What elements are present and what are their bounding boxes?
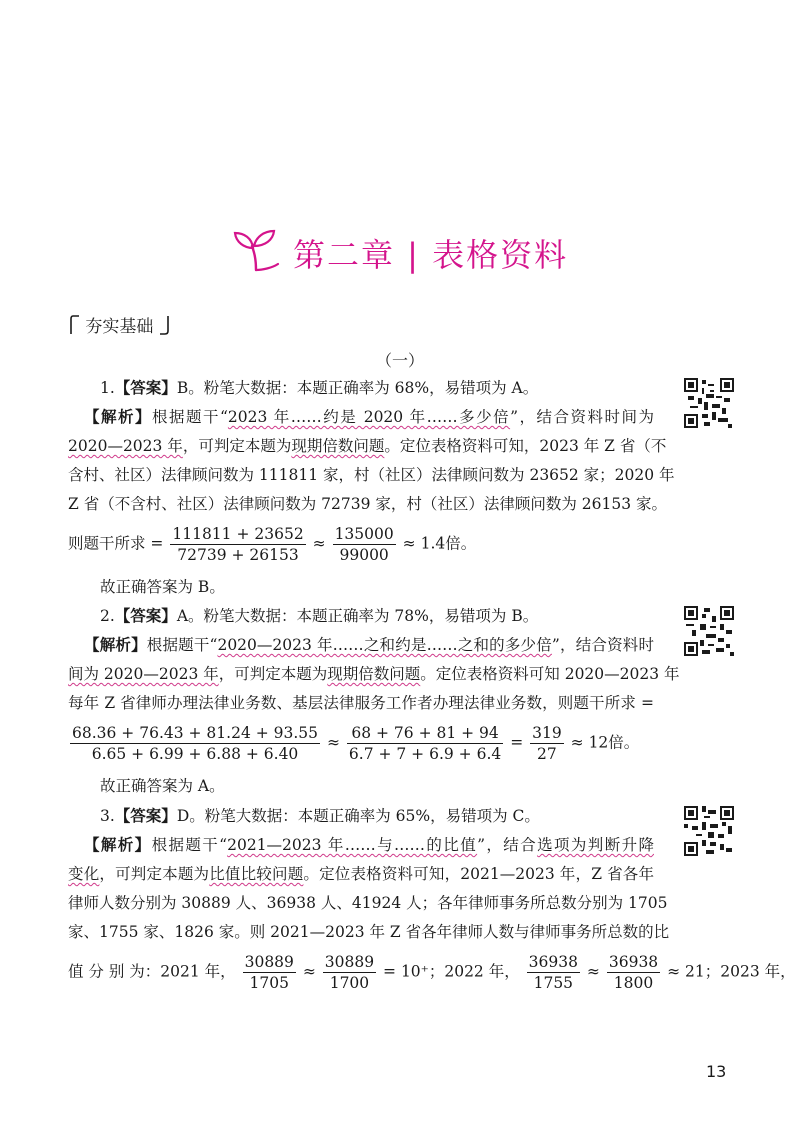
keyword-underline: 比值比较问题: [209, 865, 304, 883]
q3-analysis-line-4: 家、1755 家、1826 家。则 2021—2023 年 Z 省各年律师人数与律师事务所总数的比: [68, 923, 670, 941]
q2-answer-line: [100, 606, 654, 626]
q2-conclusion: 故正确答案为 A。: [100, 777, 225, 795]
section-heading-text: 夯实基础: [85, 317, 154, 337]
q1-answer-line: [100, 378, 654, 398]
q1-analysis-line-3: 含村、社区）法律顾问数为 111811 家，村（社区）法律顾问数为 23652 家；2020 年: [68, 466, 675, 484]
analysis-tag: 【解析】: [84, 835, 152, 854]
q3-number: 3.: [100, 807, 115, 825]
q2-number: 2.: [100, 607, 115, 625]
page-number: 13: [706, 1062, 727, 1081]
q1-analysis-line-1: 【解析】根据题干“2023 年……约是 2020 年……多少倍”，结合资料时间为: [84, 407, 654, 426]
q2-analysis-line-1: 【解析】根据题干“2020—2023 年……之和约是……之和的多少倍”，结合资料时: [84, 635, 654, 654]
fraction: $\frac{36938}{1800}$: [608, 953, 659, 992]
keyword-underline: 2021—2023 年……与……的比值: [227, 836, 478, 854]
subsection-label: （一）: [375, 351, 424, 370]
analysis-tag: 【解析】: [84, 407, 152, 426]
qr-code-icon[interactable]: [684, 378, 734, 428]
fraction: $\frac{111811 + 23652}{72739 + 26153}$: [172, 525, 304, 564]
q3-formula: 值 分 别 为：2021 年， $\frac{30889}{1705}$ ≈ $\frac{30889}{1700}$ = 10⁺；2022 年， $\frac{36938}{1755}$ ≈ $\frac{36938}{1800}$ ≈ 21；2023 年，: [68, 953, 796, 992]
q1-number: 1.: [100, 379, 115, 397]
fraction: $\frac{319}{27}$: [532, 724, 562, 763]
q1-answer-text: B。粉笔大数据：本题正确率为 68%，易错项为 A。: [176, 379, 539, 397]
q3-analysis-line-3: 律师人数分别为 30889 人、36938 人、41924 人；各年律师事务所总数分别为 1705: [68, 894, 668, 912]
keyword-underline: 2023 年……约是 2020 年……多少倍: [227, 408, 511, 426]
fraction: $\frac{30889}{1700}$: [324, 953, 375, 992]
q2-answer-text: A。粉笔大数据：本题正确率为 78%，易错项为 B。: [176, 607, 539, 625]
q1-formula: 则题干所求 = $\frac{111811 + 23652}{72739 + 26153}$ ≈ $\frac{135000}{99000}$ ≈ 1.4倍。: [68, 525, 477, 564]
fraction: $\frac{36938}{1755}$: [528, 953, 578, 992]
keyword-underline: 2020—2023 年……之和约是……之和的多少倍: [217, 636, 552, 654]
keyword-underline: 2020—2023 年: [68, 437, 183, 455]
fraction: $\frac{30889}{1705}$: [244, 953, 294, 992]
qr-code-icon[interactable]: [684, 606, 734, 656]
q1-conclusion: 故正确答案为 B。: [100, 578, 225, 596]
q3-answer-line: [100, 806, 654, 826]
fraction: $\frac{135000}{99000}$: [334, 525, 394, 564]
fraction: $\frac{68.36 + 76.43 + 81.24 + 93.55}{6.65 + 6.99 + 6.88 + 6.40}$: [72, 724, 319, 763]
q1-analysis-line-2: 2020—2023 年，可判定本题为现期倍数问题。定位表格资料可知，2023 年 Z 省（不: [68, 437, 667, 455]
fraction: $\frac{68 + 76 + 81 + 94}{6.7 + 7 + 6.9 + 6.4}$: [348, 724, 502, 763]
q3-analysis-line-1: 【解析】根据题干“2021—2023 年……与……的比值”，结合选项为判断升降: [84, 835, 654, 854]
section-heading: [70, 312, 169, 337]
keyword-underline: 现期倍数问题: [291, 437, 385, 455]
bracket-left-icon: [70, 315, 80, 335]
qr-code-icon[interactable]: [684, 806, 734, 856]
answer-tag: 【答案】: [114, 806, 177, 825]
sprout-icon: [232, 228, 282, 272]
bracket-right-icon: [159, 315, 169, 335]
q2-analysis-line-2: 间为 2020—2023 年，可判定本题为现期倍数问题。定位表格资料可知 2020—2023 年: [68, 665, 680, 683]
keyword-underline: 间为 2020—2023 年: [68, 665, 219, 683]
keyword-underline: 变化: [68, 865, 100, 883]
chapter-title: 第二章 | 表格资料: [292, 236, 569, 274]
analysis-tag: 【解析】: [84, 635, 147, 654]
q3-answer-text: D。粉笔大数据：本题正确率为 65%，易错项为 C。: [176, 807, 540, 825]
q1-analysis-line-4: Z 省（不含村、社区）法律顾问数为 72739 家，村（社区）法律顾问数为 26153 家。: [68, 495, 668, 513]
chapter-heading: [0, 228, 800, 276]
q2-analysis-line-3: 每年 Z 省律师办理法律业务数、基层法律服务工作者办理法律业务数，则题干所求 =: [68, 694, 654, 712]
q3-analysis-line-2: 变化，可判定本题为比值比较问题。定位表格资料可知，2021—2023 年，Z 省各年: [68, 865, 654, 883]
keyword-underline: 现期倍数问题: [327, 665, 421, 683]
answer-tag: 【答案】: [114, 606, 177, 625]
q2-formula: $\frac{68.36 + 76.43 + 81.24 + 93.55}{6.65 + 6.99 + 6.88 + 6.40}$ ≈ $\frac{68 + 76 + 81 + 94}{6.7 + 7 + 6.9 + 6.4}$ = $\frac{319}{27}$ ≈ 12倍。: [72, 724, 640, 763]
keyword-underline: 选项为判断升降: [537, 836, 654, 854]
answer-tag: 【答案】: [114, 378, 177, 397]
